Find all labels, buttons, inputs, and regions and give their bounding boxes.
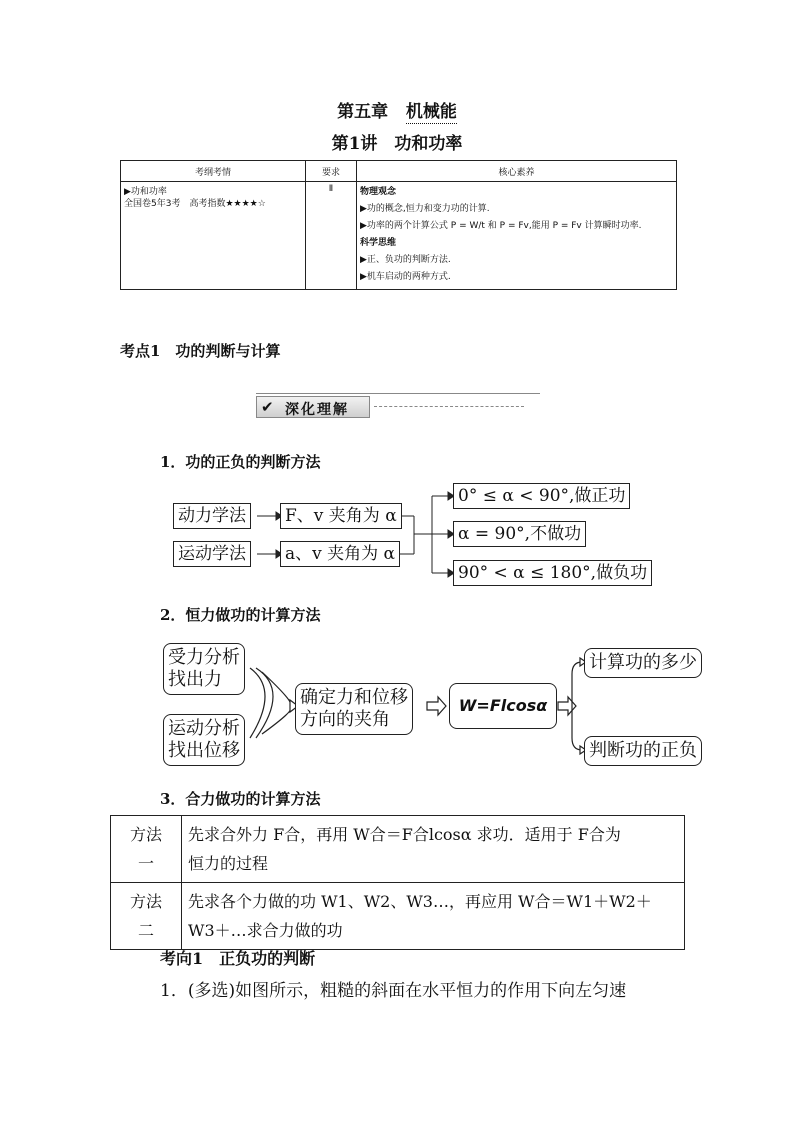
hollow-arrow	[558, 697, 576, 715]
force-analysis-line2: 找出力	[168, 669, 222, 690]
table-row	[111, 816, 685, 883]
header-cell-syllabus: 考纲考情	[121, 161, 306, 182]
method-desc-line2: W3＋…求合力做的功	[188, 921, 343, 940]
force-analysis-box	[163, 643, 245, 695]
question-text: 1．(多选)如图所示，粗糙的斜面在水平恒力的作用下向左匀速	[160, 981, 627, 1001]
chapter-prefix: 第五章	[337, 102, 389, 122]
syllabus-topic: ▶功和功率	[124, 187, 167, 197]
thinking-item: ▶机车启动的两种方式.	[360, 272, 451, 282]
table-row	[111, 883, 685, 950]
method-desc-line2: 恒力的过程	[188, 854, 269, 873]
check-icon: ✔	[261, 398, 274, 416]
force-analysis-line1: 受力分析	[168, 647, 240, 668]
method-desc-cell	[182, 883, 685, 950]
method-desc-line1: 先求合外力 F合，再用 W合＝F合lcosα 求功．适用于 F合为	[188, 825, 621, 844]
chapter-name: 机械能	[405, 102, 457, 122]
case-positive-box: 0° ≤ α < 90°,做正功	[453, 483, 630, 509]
method-desc-line1: 先求各个力做的功 W1、W2、W3…，再应用 W合＝W1＋W2＋	[188, 892, 652, 911]
motion-analysis-line1: 运动分析	[168, 718, 240, 739]
angle-accel-box: a、v 夹角为 α	[280, 541, 400, 567]
method-name-line1: 方法	[129, 892, 162, 911]
method-kinematics-box: 运动学法	[173, 541, 251, 567]
judge-sign-box: 判断功的正负	[584, 736, 702, 766]
method-name-cell	[111, 883, 182, 950]
concept-item: ▶功的概念,恒力和变力功的计算.	[360, 204, 490, 214]
banner-label: 深化理解	[285, 402, 349, 418]
section3-heading: 3．合力做功的计算方法	[160, 790, 321, 808]
lecture-title: 第1讲 功和功率	[331, 134, 463, 154]
compute-work-box: 计算功的多少	[584, 648, 702, 678]
concept-heading: 物理观念	[360, 187, 397, 197]
case-zero-box: α = 90°,不做功	[453, 521, 586, 547]
section1-heading: 1．功的正负的判断方法	[160, 453, 321, 471]
method-name-line2: 二	[137, 921, 154, 940]
topic-heading: 考点1 功的判断与计算	[120, 342, 281, 360]
concept-item: ▶功率的两个计算公式 P = W/t 和 P = Fv,能用 P = Fv 计算瞬时功率.	[360, 221, 642, 231]
motion-analysis-line2: 找出位移	[168, 740, 240, 761]
thinking-item: ▶正、负功的判断方法.	[360, 255, 451, 265]
section2-heading: 2．恒力做功的计算方法	[160, 606, 321, 624]
angle-determine-line1: 确定力和位移	[300, 687, 408, 708]
angle-force-box: F、v 夹角为 α	[280, 503, 402, 529]
subtopic-heading: 考向1 正负功的判断	[160, 949, 316, 968]
syllabus-stats: 全国卷5年3考 高考指数★★★★☆	[124, 199, 266, 209]
header-cell-level: 要求	[306, 161, 357, 182]
angle-determine-box	[295, 683, 413, 735]
method-desc-cell	[182, 816, 685, 883]
method-name-line2: 一	[137, 854, 154, 873]
motion-analysis-box	[163, 714, 245, 766]
header-cell-core: 核心素养	[357, 161, 677, 182]
hollow-arrow	[427, 697, 446, 715]
net-work-methods-table	[110, 815, 685, 950]
level-cell: Ⅱ	[306, 182, 357, 290]
case-negative-box: 90° < α ≤ 180°,做负功	[453, 560, 652, 586]
method-dynamics-box: 动力学法	[173, 503, 251, 529]
work-formula-box: W=Flcosα	[449, 683, 557, 729]
method-name-cell	[111, 816, 182, 883]
method-name-line1: 方法	[129, 825, 162, 844]
angle-determine-line2: 方向的夹角	[300, 709, 390, 730]
thinking-heading: 科学思维	[360, 238, 397, 248]
